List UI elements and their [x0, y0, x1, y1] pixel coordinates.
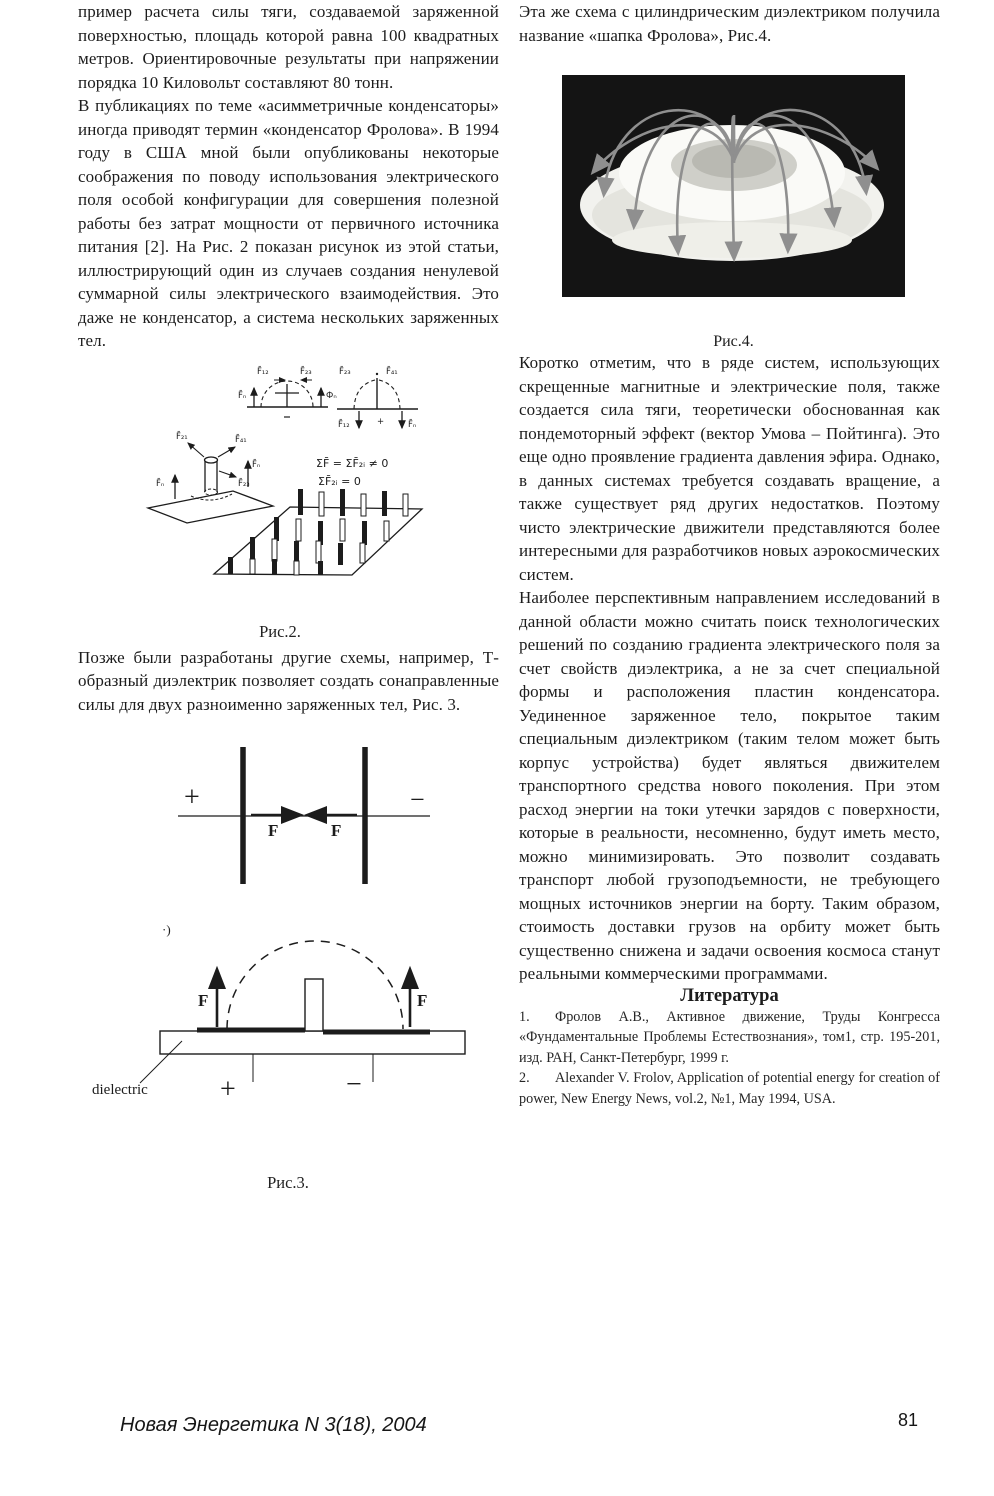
fig2-mini-diagram-left — [247, 380, 328, 417]
force-label: F̄₁₂ — [338, 419, 350, 430]
paragraph: Коротко отметим, что в ряде систем, использующих скрещенные магнитные и электрические поля, также создается сила тяги, теоретически обоснованная как пондемоторный эффект (вектор Умова – Пойтинга). Это еще одно проявление градиента давления эфира. Однако, в данных системах требуется создавать вращение, а также существует ряд других недостатков. Поэтому чисто электрические движители представляются более интересными для разработчиков новых аэрокосмических систем. — [519, 353, 940, 584]
force-label: F̄ₙ — [238, 390, 247, 401]
force-label: F̄₁₂ — [257, 366, 269, 377]
stray-mark: ·) — [162, 922, 171, 937]
force-label: F̄ₙ — [408, 419, 417, 430]
plus-sign: + — [220, 1074, 236, 1105]
reference-number: 1. — [519, 1008, 530, 1025]
force-label: F̄₄₁ — [235, 434, 247, 445]
reference-item — [519, 1007, 940, 1069]
force-label: F — [331, 821, 342, 840]
figure-3-drawing — [78, 736, 499, 1206]
force-label: F̄₂₁ — [176, 431, 188, 442]
plus-sign: + — [377, 416, 385, 427]
figure-3-caption: Рис.3. — [267, 1173, 309, 1192]
force-label: F — [198, 991, 209, 1010]
paragraph: Позже были разработаны другие схемы, например, Т-образный диэлектрик позволяет создать сонаправленные силы для двух разноименно заряженных тел, Рис. 3. — [78, 647, 499, 714]
paragraph: Эта же схема с цилиндрическим диэлектриком получила название «шапка Фролова», Рис.4. — [519, 2, 940, 45]
reference-text: Фролов А.В., Активное движение, Труды Конгресса «Фундаментальные Проблемы Естествознания», том1, стр. 195-201, изд. РАН, Санкт-Петербург, 1999 г. — [519, 1008, 940, 1066]
figure-4-caption: Рис.4. — [713, 333, 754, 350]
reference-text: Alexander V. Frolov, Application of potential energy for creation of power, New Energy News, vol.2, №1, May 1994, USA. — [519, 1070, 940, 1107]
paragraph: В публикациях по теме «асимметричные конденсаторы» иногда приводят термин «конденсатор Фролова». В 1994 году в США мной были опубликованы некоторые соображения по поводу использования электрического поля особой конфигурации для совершения полезной работы без затрат мощности от первичного источника питания [2]. На Рис. 2 показан рисунок из этой статьи, иллюстрирующий один из случаев создания ненулевой суммарной силы электрического взаимодействия. Это даже не конденсатор, а система нескольких заряженных тел. — [78, 96, 499, 350]
figure-3 — [78, 736, 499, 1206]
frolov-hat-photo — [562, 75, 905, 297]
minus-sign: − — [410, 785, 425, 814]
force-label: F̄ₙ — [156, 478, 165, 489]
right-column — [519, 0, 940, 1109]
sum-force-formula: ΣF̄₂ᵢ = 0 — [318, 474, 361, 488]
figure-4 — [562, 75, 940, 297]
figure-2-caption: Рис.2. — [259, 621, 301, 641]
paragraph: пример расчета силы тяги, создаваемой заряженной поверхностью, площадь которой равна 100 квадратных метров. Ориентировочные результаты при напряжении порядка 10 Киловольт составляют 80 тонн. — [78, 2, 499, 92]
plus-sign: + — [184, 782, 200, 813]
left-column — [78, 0, 499, 1206]
force-label: F̄ₙ — [252, 459, 261, 470]
fig3-capacitor-plates — [178, 747, 430, 884]
force-label: F̄₄₁ — [386, 366, 398, 377]
literature-heading: Литература — [680, 985, 779, 1006]
force-label: F̄₂₃ — [339, 366, 351, 377]
footer-page-number: 81 — [898, 1410, 919, 1430]
minus-sign: − — [346, 1069, 362, 1100]
paragraph: Наиболее перспективным направлением исследований в данной области можно считать поиск технологических решений по созданию градиента электрического поля за счет свойств диэлектрика, а не за счет специальной формы и расположения пластин конденсатора. Уединенное заряженное тело, покрытое таким специальным диэлектриком (таким телом может быть корпус устройства) будет являться движителем транспортного средства нового поколения. При этом расход энергии на токи утечки зарядов с поверхности, которые в реальности, несомненно, будут иметь место, можно минимизировать. Это позволит создавать транспорт любой грузоподъемности, не требующего мощных источников энергии на борту. Таким образом, стоимость доставки грузов на орбиту может быть существенно снижена и задачи освоения космоса станут реальными коммерческими программами. — [519, 588, 940, 983]
fig3-t-dielectric — [140, 941, 465, 1083]
sum-force-formula: ΣF̄ = ΣF̄₂ᵢ ≠ 0 — [316, 456, 389, 470]
reference-item — [519, 1068, 940, 1109]
reference-number: 2. — [519, 1070, 530, 1086]
figure-2-drawing — [78, 361, 499, 646]
force-label: F — [417, 991, 428, 1010]
force-label: F̄₂₃ — [300, 366, 312, 377]
force-label: F̄₂₃ — [238, 478, 250, 489]
figure-2 — [78, 361, 499, 646]
force-label: Фₙ — [326, 390, 337, 401]
force-label: F — [268, 821, 279, 840]
fig2-cylinder-on-plate — [148, 443, 273, 523]
footer-journal-title: Новая Энергетика N 3(18), 2004 — [120, 1414, 427, 1436]
dielectric-label: dielectric — [92, 1082, 148, 1098]
